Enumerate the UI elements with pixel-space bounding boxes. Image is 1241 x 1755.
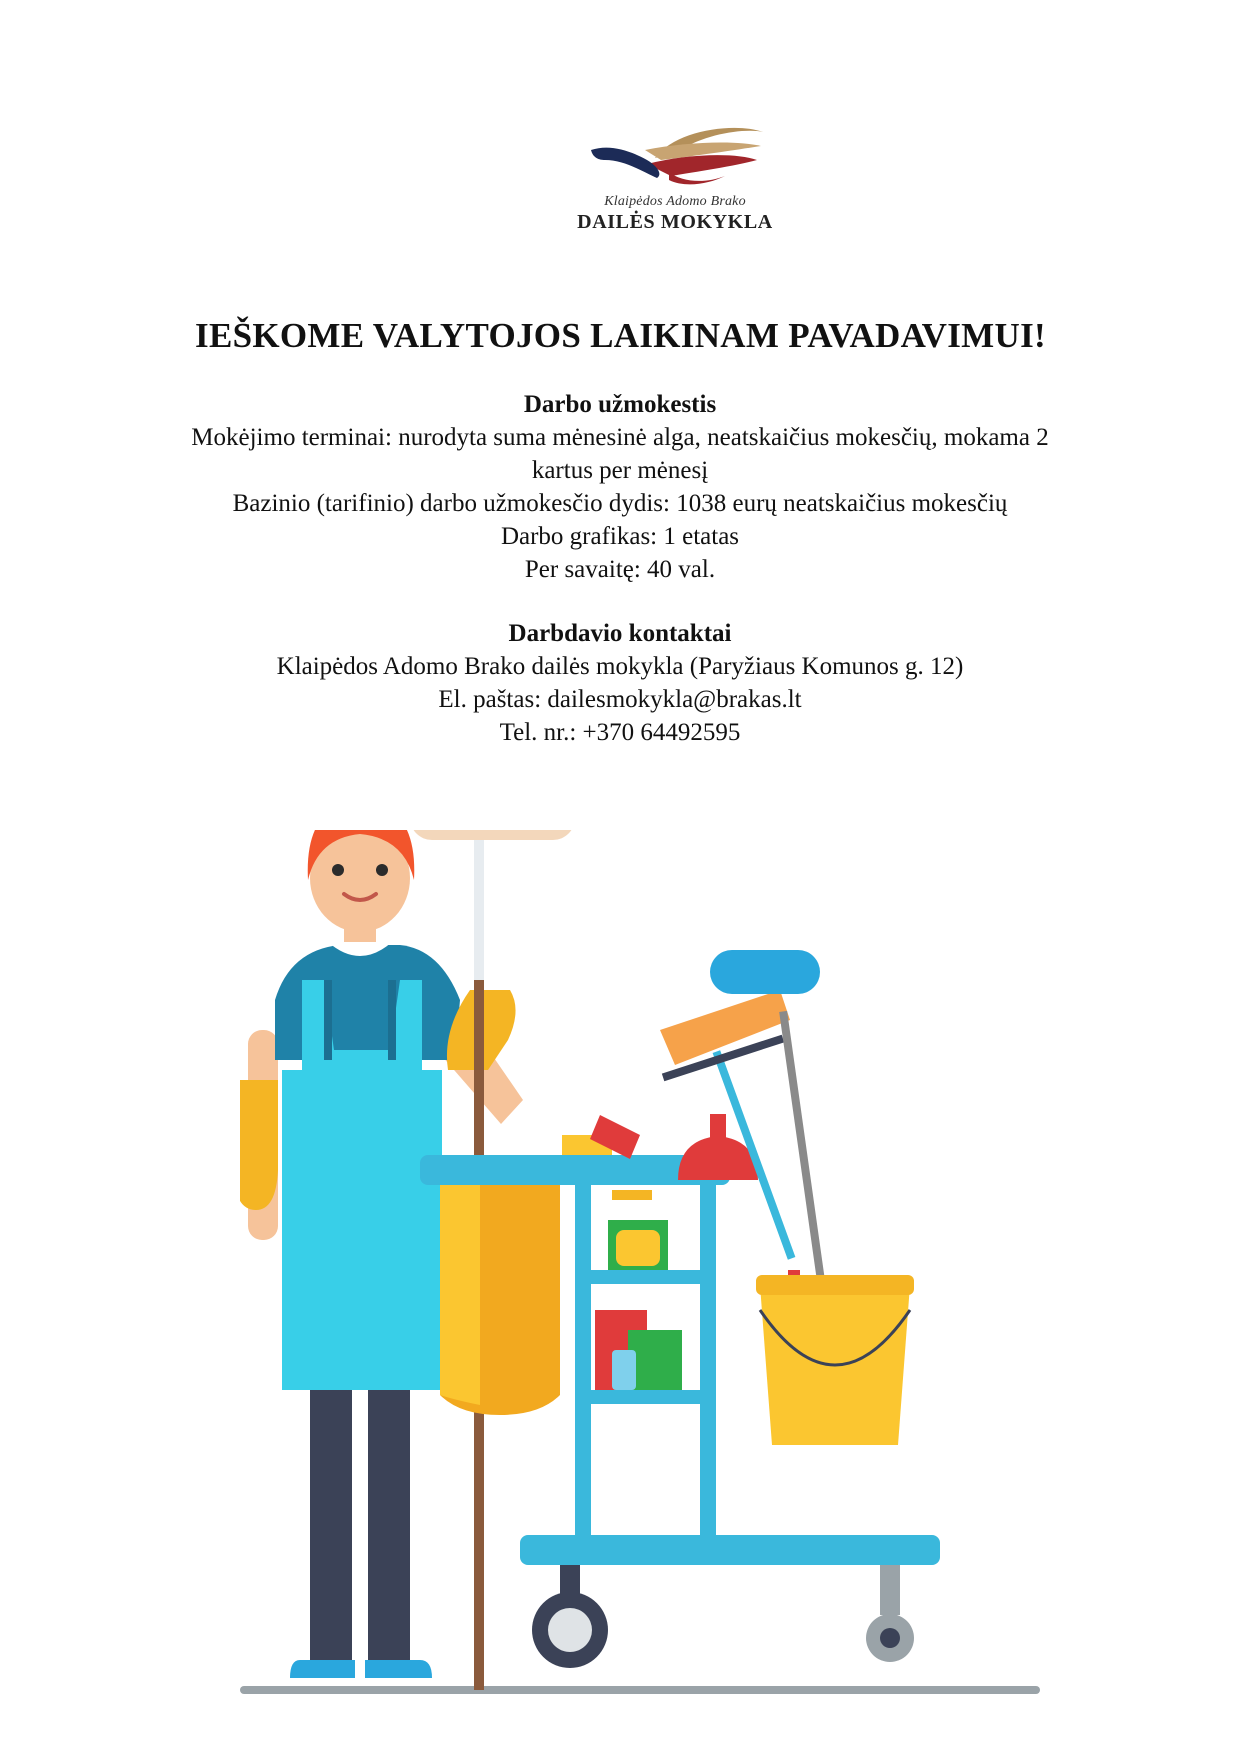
brushstroke-bird-icon	[585, 120, 765, 192]
contacts-heading: Darbdavio kontaktai	[508, 620, 732, 647]
cleaning-lady-illustration	[240, 830, 1060, 1710]
salary-heading: Darbo užmokestis	[523, 391, 717, 418]
salary-section	[110, 388, 1130, 586]
page-title: IEŠKOME VALYTOJOS LAIKINAM PAVADAVIMUI!	[195, 316, 1046, 355]
logo-name: DAILĖS MOKYKLA	[577, 211, 773, 233]
contact-address: Klaipėdos Adomo Brako dailės mokykla (Paryžiaus Komunos g. 12)	[276, 653, 964, 680]
salary-line: Per savaitę: 40 val.	[524, 556, 716, 583]
contact-phone: Tel. nr.: +370 64492595	[499, 719, 741, 746]
salary-line: Bazinio (tarifinio) darbo užmokesčio dydis: 1038 eurų neatskaičius mokesčių	[232, 490, 1008, 517]
contact-email: El. paštas: dailesmokykla@brakas.lt	[438, 686, 802, 713]
logo-subtitle: Klaipėdos Adomo Brako	[604, 194, 746, 209]
salary-line: kartus per mėnesį	[531, 457, 709, 484]
salary-line: Darbo grafikas: 1 etatas	[500, 523, 740, 550]
contacts-section	[110, 617, 1130, 749]
school-logo	[575, 120, 775, 260]
salary-line: Mokėjimo terminai: nurodyta suma mėnesinė alga, neatskaičius mokesčių, mokama 2	[191, 424, 1049, 451]
cleaner-illustration	[240, 830, 1060, 1710]
